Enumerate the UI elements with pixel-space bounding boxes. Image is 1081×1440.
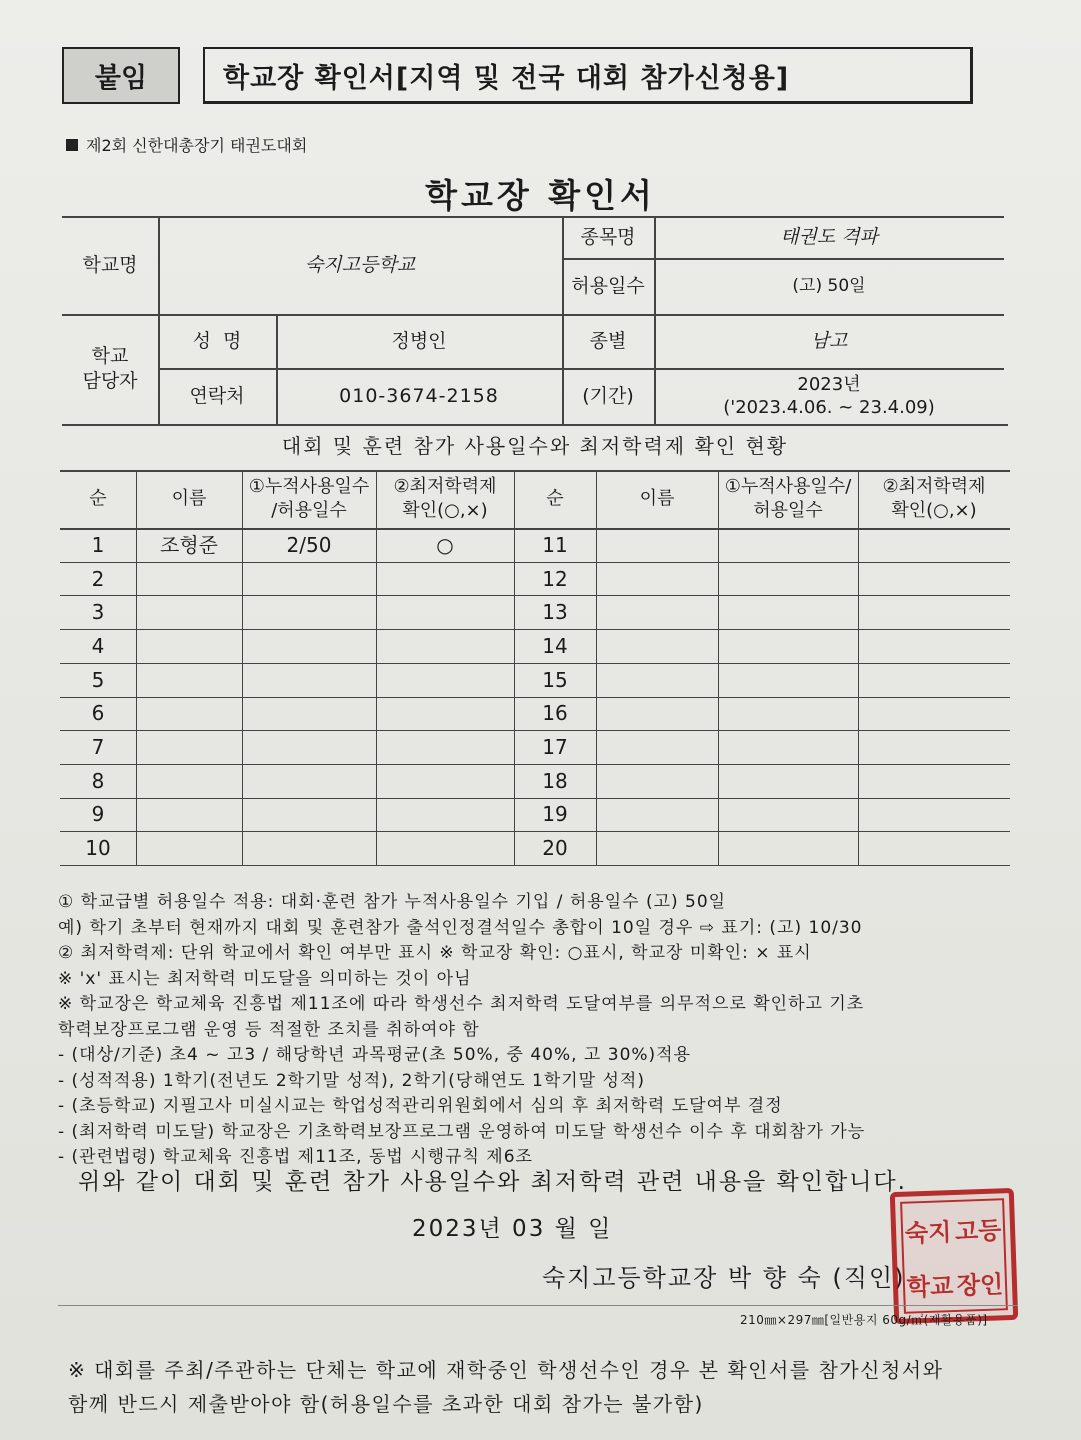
table-cell <box>136 595 242 629</box>
table-cell <box>376 764 514 798</box>
table-cell <box>376 595 514 629</box>
table-cell <box>858 831 1010 865</box>
event-name: 제2회 신한대총장기 태권도대회 <box>86 136 308 155</box>
footer-divider <box>58 1305 1018 1306</box>
table-cell <box>858 697 1010 731</box>
info-bottom-border <box>62 424 1008 426</box>
table-cell <box>596 562 718 596</box>
table-cell: 조형준 <box>160 532 218 557</box>
table-cell <box>376 629 514 663</box>
note-line: - (성적적용) 1학기(전년도 2학기말 성적), 2학기(당해연도 1학기말 성적) <box>58 1070 645 1091</box>
category-value: 남고 <box>810 329 848 352</box>
event-value: 태권도 격파 <box>780 225 878 248</box>
note-line: ① 학교급별 허용일수 적용: 대회·훈련 참가 누적사용일수 기입 / 허용일수 (고) 50일 <box>58 892 727 912</box>
section-title: 대회 및 훈련 참가 사용일수와 최저학력제 확인 현황 <box>281 434 789 458</box>
table-header-cell: ①누적사용일수/ 허용일수 <box>724 475 852 521</box>
table-cell <box>858 595 1010 629</box>
table-cell <box>718 663 858 697</box>
seal-char: 숙지 <box>904 1217 952 1248</box>
table-cell <box>718 562 858 596</box>
name-label: 성 명 <box>192 329 242 352</box>
table-cell: 2 <box>91 566 105 591</box>
note-line: 학력보장프로그램 운영 등 적절한 조치를 취하여야 함 <box>58 1019 480 1040</box>
note-line: ※ 학교장은 학교체육 진흥법 제11조에 따라 학생선수 최저학력 도달여부를 의무적으로 확인하고 기초 <box>58 994 865 1014</box>
table-cell <box>376 562 514 596</box>
allowed-days-label: 허용일수 <box>571 274 645 297</box>
table-cell <box>858 528 1010 562</box>
table-cell <box>136 798 242 832</box>
table-cell <box>596 528 718 562</box>
table-cell: 16 <box>542 701 568 726</box>
table-header-cell: ②최저학력제 확인(○,×) <box>882 475 986 521</box>
table-cell: 12 <box>542 566 568 591</box>
table-cell: 6 <box>91 701 105 726</box>
official-seal-icon <box>890 1188 1019 1324</box>
table-row-border <box>60 865 1010 866</box>
table-cell <box>242 764 376 798</box>
table-cell: 15 <box>542 667 568 692</box>
table-cell <box>596 764 718 798</box>
footer-note <box>68 1353 943 1421</box>
header-title: 학교장 확인서[지역 및 전국 대회 참가신청용] <box>203 47 973 104</box>
school-label: 학교명 <box>82 253 138 276</box>
table-cell <box>858 663 1010 697</box>
table-cell: 8 <box>91 768 105 793</box>
table-cell <box>242 697 376 731</box>
table-cell: 5 <box>91 667 105 692</box>
table-cell <box>596 798 718 832</box>
table-cell: 2/50 <box>286 532 332 557</box>
notes-block <box>58 890 1018 1171</box>
footer-line: 함께 반드시 제출받아야 함(허용일수를 초과한 대회 참가는 불가함) <box>68 1392 704 1416</box>
table-header-cell: 이름 <box>639 487 675 509</box>
note-line: - (대상/기준) 초4 ~ 고3 / 해당학년 과목평균(초 50%, 중 40%, 고 30%)적용 <box>58 1045 692 1065</box>
square-bullet-icon <box>66 139 78 151</box>
table-cell <box>858 764 1010 798</box>
table-header-cell: 이름 <box>171 487 207 509</box>
table-cell: 10 <box>85 836 111 861</box>
table-cell: 3 <box>91 600 105 625</box>
table-header-cell: ①누적사용일수 /허용일수 <box>248 475 370 521</box>
table-cell <box>718 629 858 663</box>
table-cell <box>858 730 1010 764</box>
table-cell <box>242 562 376 596</box>
table-cell <box>242 798 376 832</box>
event-line <box>66 133 307 156</box>
table-cell: 19 <box>542 802 568 827</box>
confirm-date: 2023년 03 월 일 <box>412 1216 613 1242</box>
table-cell: 20 <box>542 836 568 861</box>
table-cell <box>718 528 858 562</box>
table-cell <box>718 831 858 865</box>
event-label: 종목명 <box>580 225 636 248</box>
table-cell: 4 <box>91 633 105 658</box>
table-cell <box>596 595 718 629</box>
note-line: ※ 'x' 표시는 최저학력 미도달을 의미하는 것이 아님 <box>58 968 472 989</box>
table-cell: ○ <box>436 532 454 557</box>
table-cell <box>858 562 1010 596</box>
manager-label: 학교 담당자 <box>82 345 138 392</box>
paper-size-note: 210㎜×297㎜[일반용지 60g/㎡(재활용품)] <box>740 1313 988 1327</box>
seal-char: 고등 <box>954 1215 1002 1246</box>
period-value: 2023년 ('2023.4.06. ~ 23.4.09) <box>723 373 935 418</box>
table-cell <box>718 764 858 798</box>
table-cell <box>376 798 514 832</box>
category-label: 종별 <box>589 329 627 352</box>
footer-line: ※ 대회를 주최/주관하는 단체는 학교에 재학중인 학생선수인 경우 본 확인서를 참가신청서와 <box>68 1358 944 1382</box>
name-value: 정병인 <box>391 329 447 352</box>
note-line: 예) 학기 초부터 현재까지 대회 및 훈련참가 출석인정결석일수 총합이 10일 경우 ⇨ 표기: (고) 10/30 <box>58 917 863 938</box>
table-cell <box>136 562 242 596</box>
table-cell <box>596 730 718 764</box>
table-cell <box>376 730 514 764</box>
attachment-tag: 붙임 <box>62 47 180 104</box>
table-cell <box>376 697 514 731</box>
table-cell <box>718 697 858 731</box>
table-cell: 17 <box>542 735 568 760</box>
note-line: - (최저학력 미도달) 학교장은 기초학력보장프로그램 운영하여 미도달 학생선수 이수 후 대회참가 가능 <box>58 1121 866 1142</box>
table-header-cell: 순 <box>89 487 107 509</box>
seal-char: 학교 <box>906 1271 954 1302</box>
note-line: - (초등학교) 지필고사 미실시교는 학업성적관리위원회에서 심의 후 최저학력 도달여부 결정 <box>58 1096 783 1116</box>
table-cell <box>596 629 718 663</box>
signer-line: 숙지고등학교장 박 향 숙 (직인) <box>542 1264 906 1292</box>
note-line: ② 최저학력제: 단위 학교에서 확인 여부만 표시 ※ 학교장 확인: ○표시, 학교장 미확인: × 표시 <box>58 943 812 963</box>
table-cell <box>596 663 718 697</box>
table-cell: 13 <box>542 600 568 625</box>
confirm-statement: 위와 같이 대회 및 훈련 참가 사용일수와 최저학력 관련 내용을 확인합니다. <box>78 1169 907 1195</box>
table-cell <box>596 831 718 865</box>
table-cell <box>858 798 1010 832</box>
note-line: - (관련법령) 학교체육 진흥법 제11조, 동법 시행규칙 제6조 <box>58 1147 533 1167</box>
table-cell <box>242 663 376 697</box>
table-cell <box>596 697 718 731</box>
table-cell <box>136 697 242 731</box>
table-cell <box>718 730 858 764</box>
period-label: (기간) <box>582 384 634 407</box>
contact-value: 010-3674-2158 <box>339 384 499 407</box>
table-cell <box>718 595 858 629</box>
table-cell <box>242 595 376 629</box>
table-cell <box>376 831 514 865</box>
table-cell <box>242 629 376 663</box>
table-cell: 14 <box>542 633 568 658</box>
table-cell <box>136 831 242 865</box>
table-cell <box>376 663 514 697</box>
table-cell: 18 <box>542 768 568 793</box>
allowed-days-value: (고) 50일 <box>792 275 866 296</box>
table-cell: 9 <box>91 802 105 827</box>
table-cell <box>242 730 376 764</box>
table-cell <box>136 764 242 798</box>
table-cell: 7 <box>91 735 105 760</box>
document-title: 학교장 확인서 <box>425 176 656 215</box>
table-header-cell: 순 <box>546 487 564 509</box>
table-header-cell: ②최저학력제 확인(○,×) <box>393 475 497 521</box>
table-cell <box>858 629 1010 663</box>
table-cell: 11 <box>542 532 568 557</box>
school-value: 숙지고등학교 <box>304 253 416 276</box>
table-cell <box>136 629 242 663</box>
table-cell <box>136 730 242 764</box>
seal-char: 장인 <box>956 1269 1004 1300</box>
table-cell <box>718 798 858 832</box>
table-cell: 1 <box>91 532 105 557</box>
table-cell <box>136 663 242 697</box>
contact-label: 연락처 <box>189 384 245 407</box>
table-cell <box>242 831 376 865</box>
